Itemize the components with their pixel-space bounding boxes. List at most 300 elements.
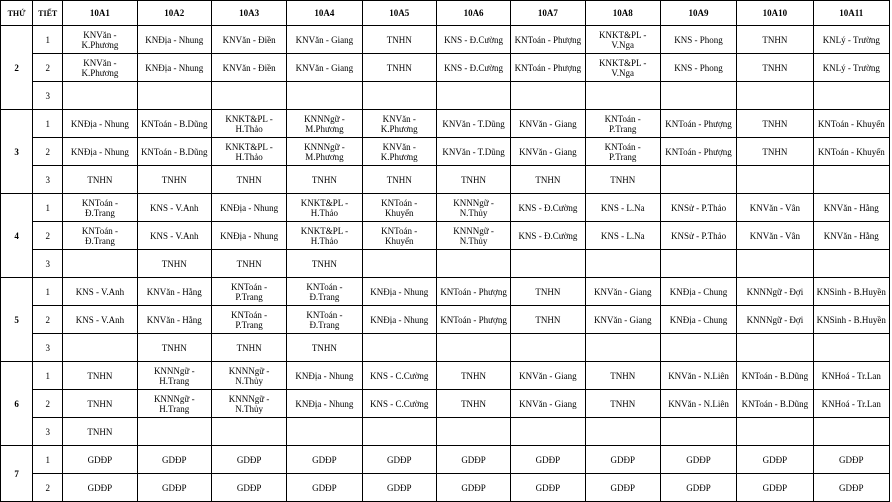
schedule-cell bbox=[585, 110, 660, 138]
schedule-cell bbox=[813, 82, 889, 110]
subject-teacher: KNNNgữ - Đợi bbox=[746, 314, 804, 325]
subject-teacher: KNĐịa - Nhung bbox=[145, 62, 204, 73]
schedule-cell bbox=[137, 54, 211, 82]
subject-teacher: KNToán - P.Trang bbox=[231, 309, 268, 330]
period-number: 2 bbox=[33, 390, 63, 418]
schedule-cell bbox=[362, 306, 436, 334]
schedule-cell bbox=[362, 334, 436, 362]
schedule-cell bbox=[436, 390, 510, 418]
subject-teacher: KNNNgữ - N.Thủy bbox=[228, 365, 270, 386]
subject-teacher: KNLý - Trường bbox=[822, 34, 880, 45]
period-row bbox=[1, 54, 890, 82]
day-label: 7 bbox=[1, 446, 33, 502]
subject-teacher: TNHN bbox=[610, 174, 636, 185]
schedule-cell bbox=[211, 26, 286, 54]
schedule-cell bbox=[660, 26, 736, 54]
subject-teacher: KNVăn - Hằng bbox=[823, 202, 879, 213]
schedule-cell bbox=[737, 306, 813, 334]
schedule-cell bbox=[362, 474, 436, 502]
subject-teacher: TNHN bbox=[762, 62, 788, 73]
subject-teacher: GDĐP bbox=[762, 482, 788, 493]
schedule-cell bbox=[137, 446, 211, 474]
schedule-cell bbox=[137, 390, 211, 418]
schedule-cell bbox=[436, 306, 510, 334]
header-class: 10A10 bbox=[737, 1, 813, 26]
schedule-cell bbox=[585, 278, 660, 306]
subject-teacher: TNHN bbox=[535, 286, 561, 297]
period-row bbox=[1, 110, 890, 138]
schedule-cell bbox=[585, 138, 660, 166]
header-class: 10A4 bbox=[287, 1, 362, 26]
schedule-cell bbox=[137, 166, 211, 194]
schedule-cell bbox=[362, 390, 436, 418]
subject-teacher: KNToán - Khuyến bbox=[381, 197, 418, 218]
subject-teacher: KNToán - Khuyến bbox=[381, 225, 418, 246]
schedule-cell bbox=[511, 110, 585, 138]
subject-teacher: GDĐP bbox=[162, 482, 187, 493]
subject-teacher: KNKT&PL - V.Nga bbox=[599, 29, 647, 50]
subject-teacher: KNToán - Đ.Trang bbox=[81, 197, 118, 218]
subject-teacher: TNHN bbox=[461, 398, 487, 409]
schedule-cell bbox=[137, 82, 211, 110]
subject-teacher: KNVăn - K.Phương bbox=[380, 113, 418, 134]
schedule-cell bbox=[813, 194, 889, 222]
subject-teacher: KNSinh - B.Huyền bbox=[816, 314, 886, 325]
schedule-cell bbox=[63, 474, 137, 502]
schedule-cell bbox=[511, 26, 585, 54]
header-class: 10A11 bbox=[813, 1, 889, 26]
period-number: 3 bbox=[33, 166, 63, 194]
schedule-cell bbox=[211, 138, 286, 166]
subject-teacher: KNToán - P.Trang bbox=[604, 141, 641, 162]
subject-teacher: TNHN bbox=[87, 370, 113, 381]
schedule-cell bbox=[287, 334, 362, 362]
period-number: 2 bbox=[33, 306, 63, 334]
schedule-cell bbox=[287, 166, 362, 194]
schedule-cell bbox=[211, 306, 286, 334]
schedule-cell bbox=[585, 250, 660, 278]
schedule-cell bbox=[137, 194, 211, 222]
schedule-cell bbox=[287, 138, 362, 166]
schedule-cell bbox=[137, 138, 211, 166]
schedule-cell bbox=[511, 82, 585, 110]
period-row bbox=[1, 250, 890, 278]
subject-teacher: GDĐP bbox=[312, 482, 337, 493]
subject-teacher: KNToán - Phượng bbox=[514, 34, 582, 45]
subject-teacher: KNĐịa - Nhung bbox=[295, 398, 354, 409]
subject-teacher: GDĐP bbox=[236, 454, 262, 465]
subject-teacher: TNHN bbox=[535, 174, 561, 185]
schedule-cell bbox=[211, 222, 286, 250]
schedule-cell bbox=[813, 390, 889, 418]
subject-teacher: KNĐịa - Nhung bbox=[70, 146, 129, 157]
subject-teacher: KNNNgữ - M.Phương bbox=[304, 141, 345, 162]
schedule-cell bbox=[211, 334, 286, 362]
header-class: 10A6 bbox=[436, 1, 510, 26]
subject-teacher: KNNNgữ - Đợi bbox=[746, 286, 804, 297]
subject-teacher: KNVăn - Vân bbox=[749, 202, 801, 213]
schedule-cell bbox=[660, 250, 736, 278]
header-class: 10A2 bbox=[137, 1, 211, 26]
subject-teacher: KNĐịa - Nhung bbox=[220, 230, 279, 241]
schedule-cell bbox=[362, 418, 436, 446]
subject-teacher: KNLý - Trường bbox=[822, 62, 880, 73]
schedule-cell bbox=[813, 278, 889, 306]
subject-teacher: KNToán - Phượng bbox=[440, 314, 507, 325]
subject-teacher: KNKT&PL - H.Thảo bbox=[225, 141, 273, 162]
subject-teacher: KNVăn - Giang bbox=[593, 286, 652, 297]
schedule-cell bbox=[63, 418, 137, 446]
subject-teacher: GDĐP bbox=[87, 482, 113, 493]
subject-teacher: KNToán - Phượng bbox=[665, 146, 732, 157]
schedule-cell bbox=[737, 194, 813, 222]
schedule-cell bbox=[63, 250, 137, 278]
period-row bbox=[1, 222, 890, 250]
schedule-cell bbox=[63, 138, 137, 166]
subject-teacher: KNKT&PL - H.Thảo bbox=[300, 197, 349, 218]
schedule-cell bbox=[287, 110, 362, 138]
subject-teacher: GDĐP bbox=[386, 454, 412, 465]
subject-teacher: TNHN bbox=[461, 370, 487, 381]
schedule-cell bbox=[813, 474, 889, 502]
subject-teacher: KNNNgữ - N.Thủy bbox=[228, 393, 270, 414]
schedule-cell bbox=[211, 474, 286, 502]
schedule-cell bbox=[63, 166, 137, 194]
period-row bbox=[1, 166, 890, 194]
subject-teacher: GDĐP bbox=[762, 454, 788, 465]
subject-teacher: KNS - V.Anh bbox=[150, 202, 199, 213]
schedule-cell bbox=[813, 250, 889, 278]
subject-teacher: KNNNgữ - H.Trang bbox=[153, 365, 195, 386]
schedule-cell bbox=[813, 306, 889, 334]
schedule-cell bbox=[63, 306, 137, 334]
schedule-cell bbox=[436, 54, 510, 82]
period-number: 2 bbox=[33, 54, 63, 82]
subject-teacher: GDĐP bbox=[162, 454, 187, 465]
subject-teacher: KNS - Phong bbox=[674, 34, 723, 45]
subject-teacher: KNNNgữ - M.Phương bbox=[304, 113, 345, 134]
schedule-cell bbox=[436, 362, 510, 390]
schedule-cell bbox=[737, 222, 813, 250]
schedule-cell bbox=[137, 250, 211, 278]
schedule-cell bbox=[511, 418, 585, 446]
schedule-cell bbox=[813, 54, 889, 82]
schedule-cell bbox=[63, 82, 137, 110]
subject-teacher: KNToán - B.Dũng bbox=[140, 146, 208, 157]
subject-teacher: GDĐP bbox=[87, 454, 113, 465]
schedule-cell bbox=[585, 390, 660, 418]
schedule-cell bbox=[137, 222, 211, 250]
period-row bbox=[1, 334, 890, 362]
schedule-cell bbox=[137, 278, 211, 306]
period-row bbox=[1, 390, 890, 418]
subject-teacher: KNSử - P.Thảo bbox=[670, 230, 727, 241]
schedule-cell bbox=[137, 474, 211, 502]
schedule-cell bbox=[287, 54, 362, 82]
schedule-cell bbox=[660, 166, 736, 194]
subject-teacher: KNVăn - T.Dũng bbox=[442, 146, 505, 157]
period-number: 3 bbox=[33, 250, 63, 278]
schedule-cell bbox=[660, 222, 736, 250]
schedule-cell bbox=[660, 446, 736, 474]
subject-teacher: TNHN bbox=[87, 426, 113, 437]
period-number: 3 bbox=[33, 418, 63, 446]
schedule-cell bbox=[436, 82, 510, 110]
subject-teacher: KNVăn - Hằng bbox=[146, 286, 202, 297]
subject-teacher: KNS - L.Na bbox=[600, 202, 645, 213]
schedule-cell bbox=[737, 166, 813, 194]
schedule-cell bbox=[585, 362, 660, 390]
subject-teacher: KNS - Đ.Cường bbox=[518, 230, 578, 241]
schedule-cell bbox=[63, 334, 137, 362]
schedule-cell bbox=[211, 250, 286, 278]
schedule-cell bbox=[63, 446, 137, 474]
subject-teacher: KNSử - P.Thảo bbox=[670, 202, 727, 213]
schedule-cell bbox=[511, 362, 585, 390]
schedule-cell bbox=[660, 138, 736, 166]
subject-teacher: KNToán - P.Trang bbox=[231, 281, 268, 302]
schedule-cell bbox=[660, 194, 736, 222]
schedule-cell bbox=[436, 194, 510, 222]
schedule-cell bbox=[660, 474, 736, 502]
header-tiet: TIẾT bbox=[33, 1, 63, 26]
subject-teacher: KNKT&PL - V.Nga bbox=[599, 57, 647, 78]
day-label: 6 bbox=[1, 362, 33, 446]
subject-teacher: KNToán - Đ.Trang bbox=[306, 309, 343, 330]
subject-teacher: KNĐịa - Nhung bbox=[295, 370, 354, 381]
schedule-cell bbox=[585, 306, 660, 334]
schedule-cell bbox=[511, 138, 585, 166]
subject-teacher: KNS - Đ.Cường bbox=[444, 62, 504, 73]
schedule-cell bbox=[63, 222, 137, 250]
subject-teacher: GDĐP bbox=[839, 454, 864, 465]
subject-teacher: KNVăn - Điền bbox=[222, 34, 276, 45]
subject-teacher: TNHN bbox=[610, 398, 636, 409]
period-row bbox=[1, 138, 890, 166]
header-class: 10A7 bbox=[511, 1, 585, 26]
schedule-cell bbox=[362, 110, 436, 138]
schedule-cell bbox=[436, 334, 510, 362]
day-label: 3 bbox=[1, 110, 33, 194]
schedule-cell bbox=[737, 418, 813, 446]
schedule-cell bbox=[813, 362, 889, 390]
subject-teacher: TNHN bbox=[461, 174, 487, 185]
subject-teacher: TNHN bbox=[311, 258, 337, 269]
schedule-cell bbox=[585, 26, 660, 54]
schedule-cell bbox=[362, 362, 436, 390]
schedule-cell bbox=[362, 166, 436, 194]
header-class: 10A5 bbox=[362, 1, 436, 26]
schedule-cell bbox=[737, 278, 813, 306]
schedule-cell bbox=[585, 418, 660, 446]
period-number: 1 bbox=[33, 446, 63, 474]
subject-teacher: KNĐịa - Nhung bbox=[370, 286, 429, 297]
subject-teacher: TNHN bbox=[236, 174, 262, 185]
subject-teacher: TNHN bbox=[610, 370, 636, 381]
subject-teacher: KNĐịa - Nhung bbox=[220, 202, 279, 213]
subject-teacher: GDĐP bbox=[686, 454, 711, 465]
subject-teacher: GDĐP bbox=[535, 482, 561, 493]
schedule-cell bbox=[436, 110, 510, 138]
subject-teacher: KNVăn - K.Phương bbox=[81, 29, 119, 50]
schedule-cell bbox=[660, 110, 736, 138]
schedule-cell bbox=[585, 82, 660, 110]
schedule-cell bbox=[737, 474, 813, 502]
subject-teacher: GDĐP bbox=[386, 482, 412, 493]
schedule-cell bbox=[660, 82, 736, 110]
schedule-cell bbox=[585, 194, 660, 222]
schedule-cell bbox=[737, 26, 813, 54]
schedule-cell bbox=[737, 82, 813, 110]
schedule-cell bbox=[585, 166, 660, 194]
schedule-cell bbox=[211, 278, 286, 306]
subject-teacher: TNHN bbox=[161, 258, 187, 269]
subject-teacher: KNĐịa - Chung bbox=[669, 286, 728, 297]
schedule-cell bbox=[63, 54, 137, 82]
schedule-cell bbox=[63, 26, 137, 54]
period-number: 1 bbox=[33, 26, 63, 54]
schedule-cell bbox=[585, 222, 660, 250]
period-row bbox=[1, 446, 890, 474]
schedule-cell bbox=[511, 222, 585, 250]
subject-teacher: KNĐịa - Nhung bbox=[145, 34, 204, 45]
subject-teacher: KNS - V.Anh bbox=[75, 314, 125, 325]
schedule-cell bbox=[585, 474, 660, 502]
schedule-cell bbox=[137, 306, 211, 334]
schedule-cell bbox=[287, 278, 362, 306]
schedule-cell bbox=[813, 138, 889, 166]
subject-teacher: GDĐP bbox=[839, 482, 864, 493]
subject-teacher: KNS - Đ.Cường bbox=[444, 34, 504, 45]
schedule-cell bbox=[137, 334, 211, 362]
schedule-cell bbox=[511, 278, 585, 306]
subject-teacher: TNHN bbox=[386, 62, 412, 73]
subject-teacher: TNHN bbox=[311, 174, 337, 185]
subject-teacher: KNNNgữ - H.Trang bbox=[153, 393, 195, 414]
schedule-cell bbox=[63, 362, 137, 390]
schedule-cell bbox=[63, 278, 137, 306]
period-row bbox=[1, 26, 890, 54]
schedule-cell bbox=[287, 446, 362, 474]
subject-teacher: KNToán - Phượng bbox=[665, 118, 732, 129]
schedule-cell bbox=[511, 54, 585, 82]
subject-teacher: KNHoá - Tr.Lan bbox=[821, 398, 881, 409]
subject-teacher: KNKT&PL - H.Thảo bbox=[300, 225, 349, 246]
schedule-cell bbox=[137, 362, 211, 390]
subject-teacher: KNĐịa - Nhung bbox=[370, 314, 429, 325]
schedule-cell bbox=[737, 446, 813, 474]
schedule-cell bbox=[362, 54, 436, 82]
schedule-cell bbox=[211, 390, 286, 418]
schedule-cell bbox=[287, 418, 362, 446]
schedule-cell bbox=[660, 306, 736, 334]
subject-teacher: KNVăn - Vân bbox=[749, 230, 801, 241]
schedule-cell bbox=[362, 222, 436, 250]
period-number: 1 bbox=[33, 362, 63, 390]
schedule-cell bbox=[362, 446, 436, 474]
subject-teacher: TNHN bbox=[386, 174, 412, 185]
subject-teacher: KNS - Phong bbox=[674, 62, 723, 73]
header-class: 10A1 bbox=[63, 1, 137, 26]
schedule-cell bbox=[211, 54, 286, 82]
subject-teacher: KNS - C.Cường bbox=[370, 370, 429, 381]
schedule-cell bbox=[287, 222, 362, 250]
day-label: 4 bbox=[1, 194, 33, 278]
subject-teacher: TNHN bbox=[87, 174, 113, 185]
subject-teacher: TNHN bbox=[762, 34, 788, 45]
schedule-cell bbox=[813, 166, 889, 194]
schedule-cell bbox=[585, 446, 660, 474]
header-row bbox=[1, 1, 890, 26]
schedule-cell bbox=[63, 194, 137, 222]
schedule-cell bbox=[436, 166, 510, 194]
subject-teacher: KNVăn - Hằng bbox=[146, 314, 202, 325]
schedule-cell bbox=[737, 138, 813, 166]
subject-teacher: KNĐịa - Nhung bbox=[70, 118, 129, 129]
subject-teacher: KNToán - Phượng bbox=[514, 62, 582, 73]
subject-teacher: KNNNgữ - N.Thủy bbox=[453, 225, 494, 246]
schedule-cell bbox=[436, 138, 510, 166]
schedule-cell bbox=[660, 334, 736, 362]
period-number: 1 bbox=[33, 194, 63, 222]
schedule-cell bbox=[287, 306, 362, 334]
schedule-cell bbox=[737, 362, 813, 390]
subject-teacher: GDĐP bbox=[535, 454, 561, 465]
subject-teacher: GDĐP bbox=[610, 482, 635, 493]
period-row bbox=[1, 278, 890, 306]
schedule-cell bbox=[362, 194, 436, 222]
period-row bbox=[1, 474, 890, 502]
subject-teacher: GDĐP bbox=[461, 482, 486, 493]
subject-teacher: KNVăn - K.Phương bbox=[380, 141, 418, 162]
subject-teacher: TNHN bbox=[236, 342, 262, 353]
schedule-cell bbox=[436, 222, 510, 250]
schedule-cell bbox=[211, 110, 286, 138]
header-thu: THỨ bbox=[1, 1, 33, 26]
schedule-cell bbox=[436, 26, 510, 54]
subject-teacher: KNVăn - Giang bbox=[519, 146, 577, 157]
subject-teacher: KNVăn - N.Liên bbox=[668, 398, 729, 409]
schedule-cell bbox=[813, 222, 889, 250]
period-number: 3 bbox=[33, 334, 63, 362]
schedule-cell bbox=[660, 278, 736, 306]
header-class: 10A3 bbox=[211, 1, 286, 26]
schedule-cell bbox=[137, 26, 211, 54]
subject-teacher: KNVăn - Giang bbox=[593, 314, 652, 325]
period-row bbox=[1, 194, 890, 222]
schedule-cell bbox=[362, 278, 436, 306]
schedule-cell bbox=[287, 250, 362, 278]
subject-teacher: KNToán - Khuyến bbox=[817, 146, 885, 157]
subject-teacher: KNHoá - Tr.Lan bbox=[821, 370, 881, 381]
schedule-cell bbox=[511, 390, 585, 418]
schedule-cell bbox=[813, 110, 889, 138]
period-number: 1 bbox=[33, 110, 63, 138]
subject-teacher: KNVăn - K.Phương bbox=[81, 57, 119, 78]
subject-teacher: KNToán - Đ.Trang bbox=[81, 225, 118, 246]
schedule-cell bbox=[211, 446, 286, 474]
schedule-cell bbox=[63, 390, 137, 418]
schedule-cell bbox=[287, 362, 362, 390]
subject-teacher: GDĐP bbox=[236, 482, 262, 493]
subject-teacher: TNHN bbox=[161, 174, 187, 185]
schedule-cell bbox=[737, 334, 813, 362]
subject-teacher: TNHN bbox=[87, 398, 113, 409]
schedule-cell bbox=[737, 110, 813, 138]
schedule-cell bbox=[436, 474, 510, 502]
subject-teacher: TNHN bbox=[762, 118, 788, 129]
schedule-cell bbox=[660, 418, 736, 446]
